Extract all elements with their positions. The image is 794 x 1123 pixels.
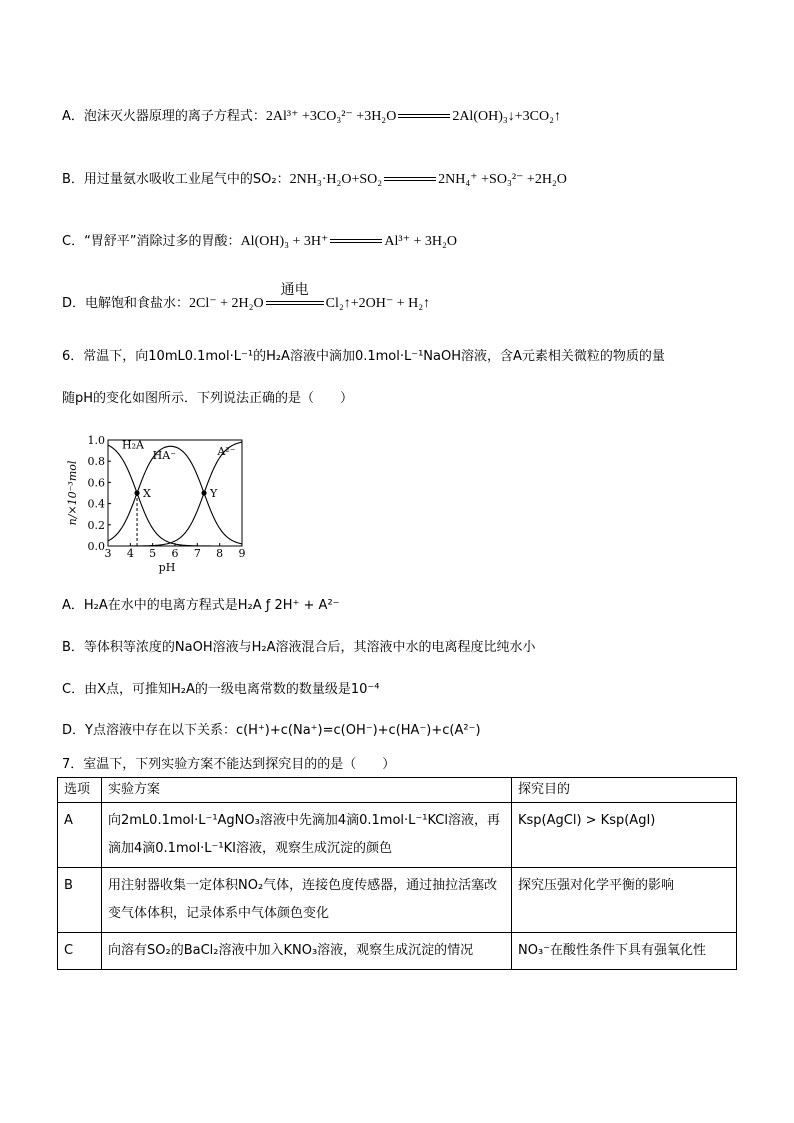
q5-option-b — [62, 170, 567, 190]
row-option: B — [58, 868, 102, 933]
q6-option-b: B．等体积等浓度的NaOH溶液与H₂A溶液混合后，其溶液中水的电离程度比纯水小 — [62, 640, 536, 655]
q5-a-prefix: A．泡沫灭火器原理的离子方程式： — [62, 109, 266, 124]
y-tick-label: 0.2 — [87, 518, 105, 532]
electrolysis-condition: 通电 — [280, 281, 309, 298]
q5-a-lhs: 2Al³⁺ +3CO₃²⁻ +3H₂O — [265, 109, 397, 124]
q5-c-prefix: C．“胃舒平”消除过多的胃酸： — [62, 234, 241, 249]
table-row — [58, 803, 737, 868]
q6-stem-line2: 随pH的变化如图所示．下列说法正确的是（ ） — [62, 391, 354, 406]
row-plan: 向溶有SO₂的BaCl₂溶液中加入KNO₃溶液，观察生成沉淀的情况 — [102, 933, 512, 970]
equals-sign — [382, 176, 438, 184]
q6-option-c: C．由X点，可推知H₂A的一级电离常数的数量级是10⁻⁴ — [62, 682, 380, 697]
q6-stem-line1: 6．常温下，向10mL0.1mol·L⁻¹的H₂A溶液中滴加0.1mol·L⁻¹NaOH溶液，含A元素相关微粒的物质的量 — [62, 349, 665, 364]
header-goal: 探究目的 — [512, 778, 737, 803]
row-option: C — [58, 933, 102, 970]
equals-sign — [396, 113, 452, 121]
y-tick-label: 0.6 — [87, 476, 105, 490]
q6-option-a: A．H₂A在水中的电离方程式是H₂A ƒ 2H⁺ + A²⁻ — [62, 598, 340, 613]
q5-b-prefix: B．用过量氨水吸收工业尾气中的SO₂： — [62, 172, 290, 187]
row-option: A — [58, 803, 102, 868]
point-label: X — [143, 487, 151, 500]
row-goal: Ksp(AgCl) > Ksp(AgI) — [512, 803, 737, 868]
y-axis-label: n/×10⁻³mol — [66, 460, 79, 526]
y-tick-label: 0.8 — [87, 455, 105, 469]
x-axis-label: pH — [158, 561, 176, 574]
x-tick-label: 3 — [104, 547, 112, 560]
q5-option-c — [62, 232, 457, 252]
x-tick-label: 5 — [149, 547, 157, 560]
header-plan: 实验方案 — [102, 778, 512, 803]
equals-sign — [328, 238, 384, 246]
experiment-table — [57, 777, 737, 970]
q5-d-prefix: D．电解饱和食盐水： — [62, 296, 190, 311]
table-row — [58, 933, 737, 970]
y-tick-label: 0.0 — [87, 540, 105, 553]
row-plan: 向2mL0.1mol·L⁻¹AgNO₃溶液中先滴加4滴0.1mol·L⁻¹KCl溶液，再滴加4滴0.1mol·L⁻¹KI溶液，观察生成沉淀的颜色 — [102, 803, 512, 868]
x-tick-label: 6 — [171, 547, 179, 560]
q5-c-rhs: Al³⁺ + 3H₂O — [384, 234, 457, 249]
table-header-row — [58, 778, 737, 803]
q5-d-rhs: Cl₂↑+2OH⁻ + H₂↑ — [325, 296, 431, 311]
x-tick-label: 4 — [126, 547, 134, 560]
y-tick-label: 1.0 — [87, 434, 105, 447]
species-distribution-chart — [62, 428, 252, 582]
q5-c-lhs: Al(OH)₃ + 3H⁺ — [240, 234, 329, 249]
table-row — [58, 868, 737, 933]
point-label: Y — [210, 487, 218, 500]
x-tick-label: 9 — [238, 547, 246, 560]
point-marker — [201, 490, 206, 495]
series-label: H₂A — [122, 438, 144, 452]
q6-option-d: D．Y点溶液中存在以下关系：c(H⁺)+c(Na⁺)=c(OH⁻)+c(HA⁻)+c(A²⁻) — [62, 723, 481, 738]
chart-svg — [62, 428, 252, 578]
q5-option-a — [62, 107, 561, 127]
q7-stem: 7．室温下，下列实验方案不能达到探究目的的是（ ） — [62, 757, 396, 772]
q5-option-d — [62, 281, 431, 314]
row-goal: NO₃⁻在酸性条件下具有强氧化性 — [512, 933, 737, 970]
row-goal: 探究压强对化学平衡的影响 — [512, 868, 737, 933]
y-tick-label: 0.4 — [87, 497, 105, 511]
series-label: A²⁻ — [217, 444, 236, 458]
q5-b-lhs: 2NH₃·H₂O+SO₂ — [289, 172, 383, 187]
series-label: HA⁻ — [152, 449, 177, 463]
q5-a-rhs: 2Al(OH)₃↓+3CO₂↑ — [452, 109, 561, 124]
q5-d-lhs: 2Cl⁻ + 2H₂O — [189, 296, 264, 311]
x-tick-label: 8 — [216, 547, 224, 560]
row-plan: 用注射器收集一定体积NO₂气体，连接色度传感器，通过抽拉活塞改变气体体积，记录体系中气体颜色变化 — [102, 868, 512, 933]
x-tick-label: 7 — [193, 547, 201, 560]
electrolysis-sign — [264, 281, 326, 308]
q5-b-rhs: 2NH₄⁺ +SO₃²⁻ +2H₂O — [438, 172, 567, 187]
header-option: 选项 — [58, 778, 102, 803]
